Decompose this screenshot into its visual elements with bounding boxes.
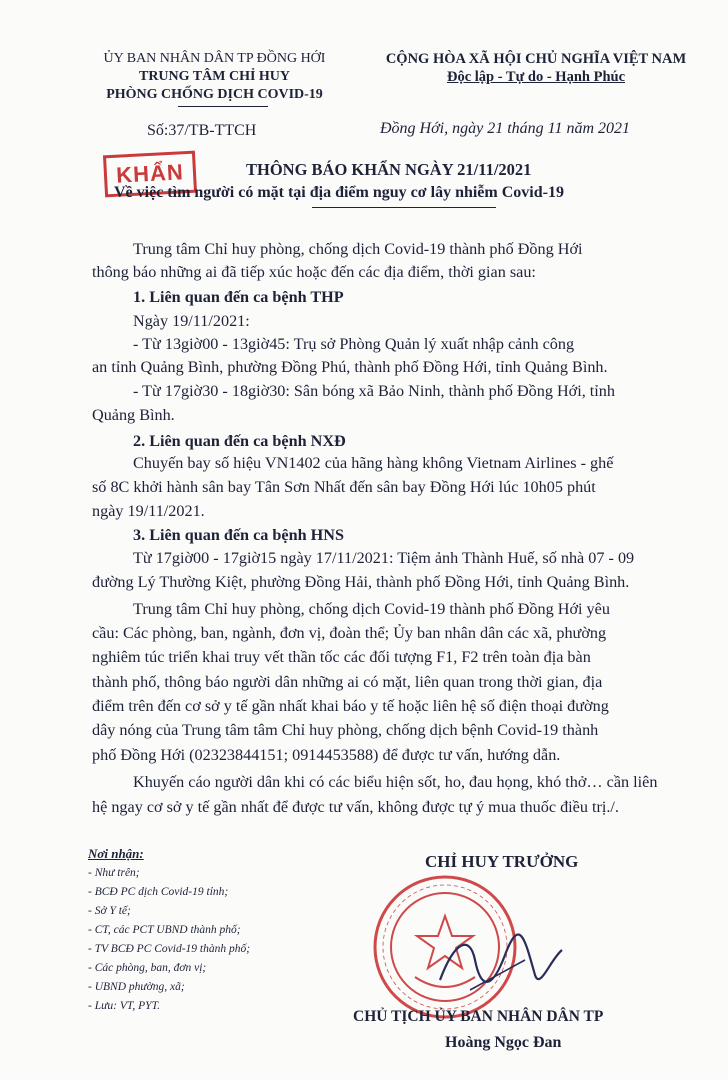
section-1-line: an tỉnh Quảng Bình, phường Đồng Phú, thành phố Đồng Hới, tỉnh Quảng Bình.	[92, 358, 608, 376]
request-line: điểm trên đến cơ sở y tế gần nhất khai báo y tế hoặc liên hệ số điện thoại đường	[92, 697, 609, 715]
document-subtitle: Về việc tìm người có mặt tại địa điểm nguy cơ lây nhiễm Covid-19	[114, 184, 564, 201]
section-1-line: Ngày 19/11/2021:	[133, 312, 250, 330]
issuer-center: TRUNG TÂM CHỈ HUY	[138, 69, 291, 84]
section-1-line: - Từ 17giờ30 - 18giờ30: Sân bóng xã Bảo Ninh, thành phố Đồng Hới, tỉnh	[133, 382, 615, 400]
national-title: CỘNG HÒA XÃ HỘI CHỦ NGHĨA VIỆT NAM	[385, 51, 687, 67]
recipient-item: - Lưu: VT, PYT.	[88, 1000, 160, 1012]
urgent-stamp: KHẨN	[103, 151, 197, 198]
section-2-line: ngày 19/11/2021.	[92, 502, 205, 520]
advice-line: hệ ngay cơ sở y tế gần nhất để được tư vấn, không được tự ý mua thuốc điều trị./.	[92, 798, 619, 816]
section-3-line: Từ 17giờ00 - 17giờ15 ngày 17/11/2021: Tiệm ảnh Thành Huế, số nhà 07 - 09	[133, 549, 635, 567]
section-3-line: đường Lý Thường Kiệt, phường Đồng Hải, thành phố Đồng Hới, tỉnh Quảng Bình.	[92, 573, 630, 591]
document-number: Số:37/TB-TTCH	[147, 122, 257, 139]
recipient-item: - TV BCĐ PC Covid-19 thành phố;	[88, 943, 251, 955]
subtitle-underline	[312, 207, 496, 208]
section-2-heading: 2. Liên quan đến ca bệnh NXĐ	[133, 432, 346, 450]
handwritten-signature	[430, 920, 570, 1010]
recipient-item: - CT, các PCT UBND thành phố;	[88, 924, 241, 936]
advice-line: Khuyến cáo người dân khi có các biểu hiện sốt, ho, đau họng, khó thở… cần liên	[133, 773, 658, 791]
request-line: Trung tâm Chỉ huy phòng, chống dịch Covid-19 thành phố Đồng Hới yêu	[133, 600, 610, 618]
request-line: cầu: Các phòng, ban, ngành, đơn vị, đoàn thể; Ủy ban nhân dân các xã, phường	[92, 624, 607, 642]
recipients-label: Nơi nhận:	[88, 846, 144, 861]
section-2-line: Chuyến bay số hiệu VN1402 của hãng hàng không Vietnam Airlines - ghế	[133, 454, 614, 472]
request-line: phố Đồng Hới (02323844151; 0914453588) để được tư vấn, hướng dẫn.	[92, 746, 561, 764]
issuer-center-sub: PHÒNG CHỐNG DỊCH COVID-19	[106, 87, 323, 102]
signer-title: CHỈ HUY TRƯỞNG	[425, 852, 579, 871]
request-line: thành phố, thông báo người dân những ai có mặt, liên quan trong thời gian, địa	[92, 673, 603, 691]
section-2-line: số 8C khởi hành sân bay Tân Sơn Nhất đến sân bay Đồng Hới lúc 10h05 phút	[92, 478, 596, 496]
intro-line-1: Trung tâm Chỉ huy phòng, chống dịch Covid-19 thành phố Đồng Hới	[133, 240, 583, 258]
section-3-heading: 3. Liên quan đến ca bệnh HNS	[133, 526, 344, 544]
request-line: nghiêm túc triển khai truy vết thần tốc các đối tượng F1, F2 trên toàn địa bàn	[92, 648, 591, 666]
section-1-line: Quảng Bình.	[92, 406, 175, 424]
national-motto: Độc lập - Tự do - Hạnh Phúc	[446, 69, 626, 85]
recipient-item: - Như trên;	[88, 867, 140, 879]
recipient-item: - Các phòng, ban, đơn vị;	[88, 962, 207, 974]
document-title: THÔNG BÁO KHẨN NGÀY 21/11/2021	[246, 160, 532, 179]
recipient-item: - Sở Y tế;	[88, 905, 131, 917]
recipient-item: - BCĐ PC dịch Covid-19 tỉnh;	[88, 886, 229, 898]
place-date: Đồng Hới, ngày 21 tháng 11 năm 2021	[380, 120, 631, 137]
signer-position: CHỦ TỊCH ỦY BAN NHÂN DÂN TP	[353, 1008, 604, 1025]
section-1-line: - Từ 13giờ00 - 13giờ45: Trụ sở Phòng Quản lý xuất nhập cảnh công	[133, 335, 575, 353]
issuer-authority: ỦY BAN NHÂN DÂN TP ĐỒNG HỚI	[103, 51, 326, 66]
issuer-underline	[178, 106, 268, 107]
request-line: dây nóng của Trung tâm tâm Chỉ huy phòng, chống dịch bệnh Covid-19 thành	[92, 721, 599, 739]
section-1-heading: 1. Liên quan đến ca bệnh THP	[133, 288, 344, 306]
signer-name: Hoàng Ngọc Đan	[445, 1034, 562, 1051]
intro-line-2: thông báo những ai đã tiếp xúc hoặc đến các địa điểm, thời gian sau:	[92, 263, 536, 281]
recipient-item: - UBND phường, xã;	[88, 981, 185, 993]
